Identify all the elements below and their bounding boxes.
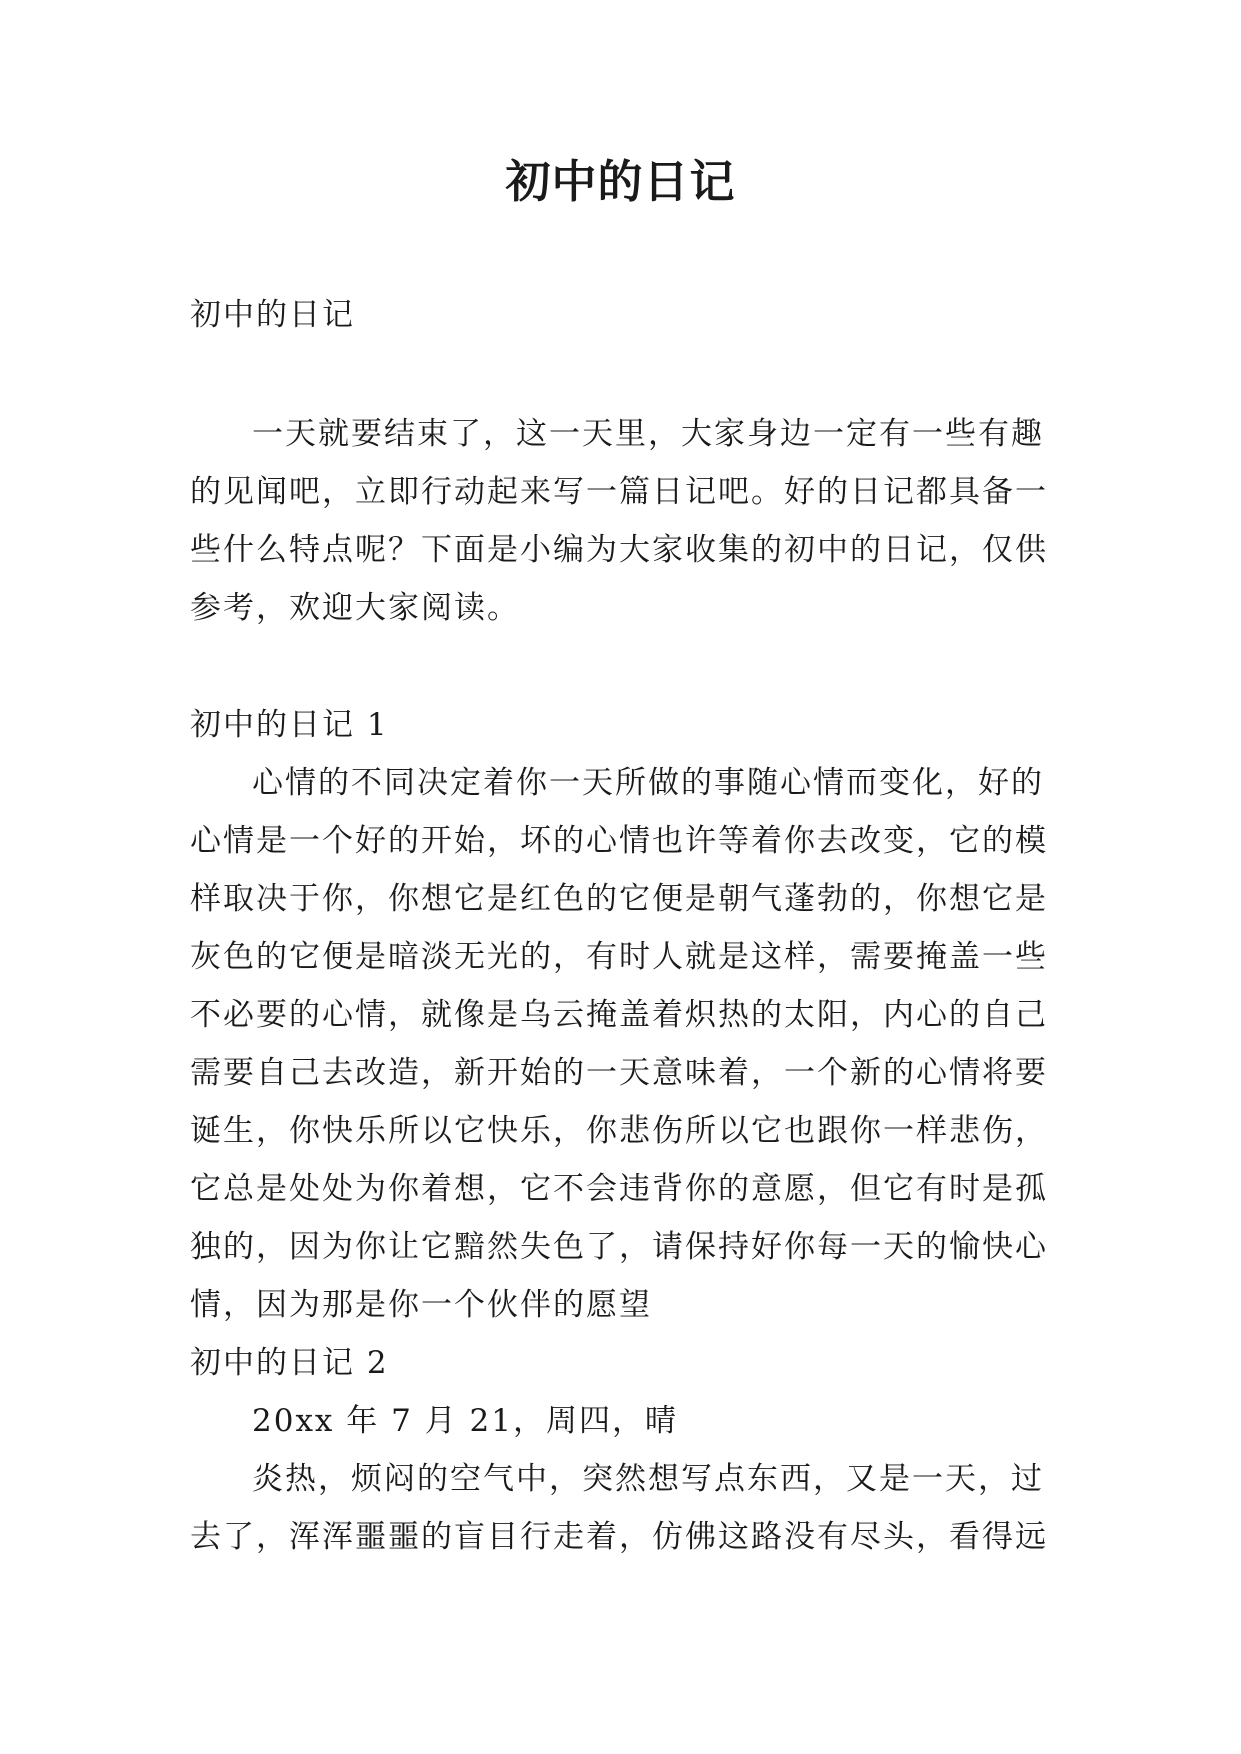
intro-line: 的见闻吧，立即行动起来写一篇日记吧。好的日记都具备一 xyxy=(190,474,1048,510)
paragraph-line: 样取决于你，你想它是红色的它便是朝气蓬勃的，你想它是 xyxy=(190,881,1048,917)
paragraph-line: 情，因为那是你一个伙伴的愿望 xyxy=(190,1287,652,1323)
intro-line: 参考，欢迎大家阅读。 xyxy=(190,590,520,626)
paragraph-line: 心情的不同决定着你一天所做的事随心情而变化，好的 xyxy=(252,765,1044,801)
section-heading: 初中的日记 1 xyxy=(190,707,389,743)
intro-line: 一天就要结束了，这一天里，大家身边一定有一些有趣 xyxy=(252,416,1044,452)
document-subtitle: 初中的日记 xyxy=(190,297,355,333)
paragraph-line: 不必要的心情，就像是乌云掩盖着炽热的太阳，内心的自己 xyxy=(190,997,1048,1033)
section-heading: 初中的日记 2 xyxy=(190,1345,389,1381)
paragraph-line: 诞生，你快乐所以它快乐，你悲伤所以它也跟你一样悲伤， xyxy=(190,1113,1048,1149)
paragraph-line: 独的，因为你让它黯然失色了，请保持好你每一天的愉快心 xyxy=(190,1229,1048,1265)
date-line: 20xx 年 7 月 21，周四，晴 xyxy=(252,1403,678,1439)
paragraph-line: 心情是一个好的开始，坏的心情也许等着你去改变，它的模 xyxy=(190,823,1048,859)
document-title: 初中的日记 xyxy=(505,155,736,208)
paragraph-line: 去了，浑浑噩噩的盲目行走着，仿佛这路没有尽头，看得远 xyxy=(190,1519,1048,1555)
paragraph-line: 它总是处处为你着想，它不会违背你的意愿，但它有时是孤 xyxy=(190,1171,1048,1207)
paragraph-line: 灰色的它便是暗淡无光的，有时人就是这样，需要掩盖一些 xyxy=(190,939,1048,975)
paragraph-line: 需要自己去改造，新开始的一天意味着，一个新的心情将要 xyxy=(190,1055,1048,1091)
intro-line: 些什么特点呢？下面是小编为大家收集的初中的日记，仅供 xyxy=(190,532,1048,568)
paragraph-line: 炎热，烦闷的空气中，突然想写点东西，又是一天，过 xyxy=(252,1461,1044,1497)
